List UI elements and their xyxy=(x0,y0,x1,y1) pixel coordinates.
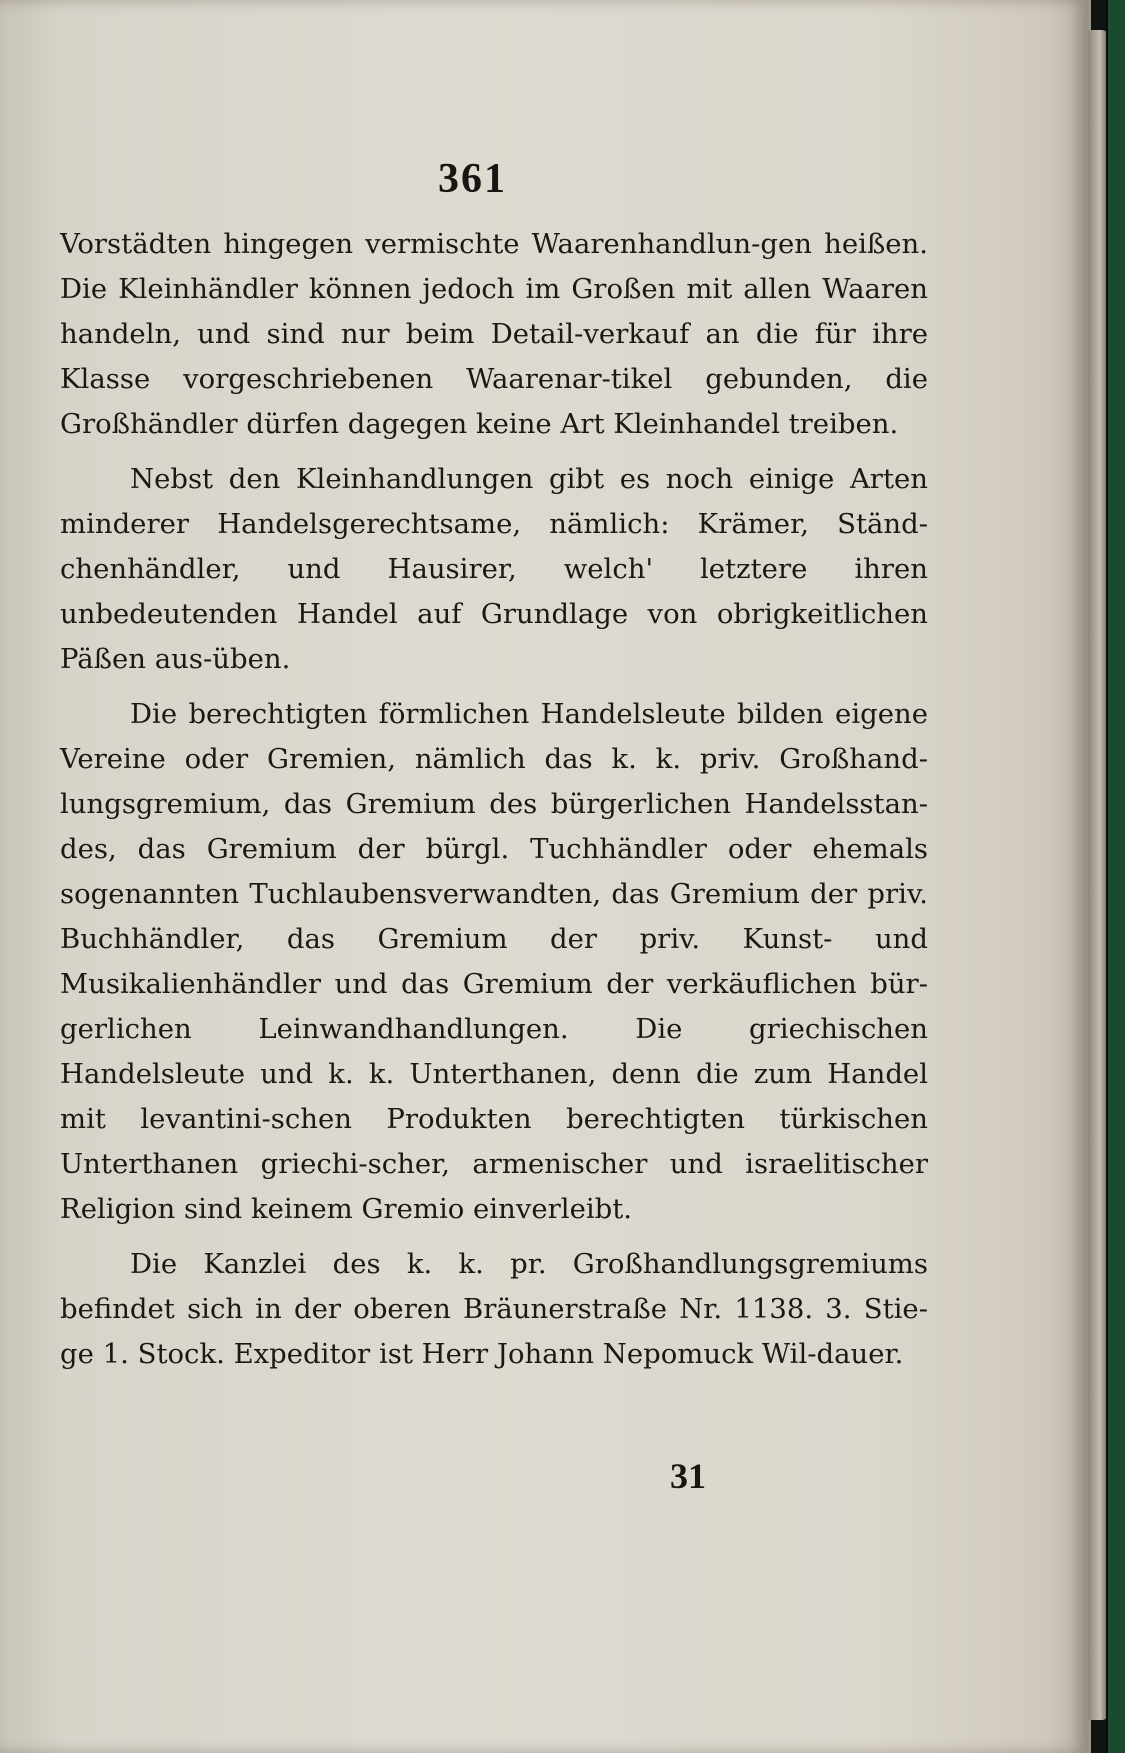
paragraph-3: Die berechtigten förmlichen Handelsleute bilden eigene Vereine oder Gremien, nämlich das k. k. priv. Großhand-lungsgremium, das Gremium des bürgerlichen Handelsstan-des, das Gremium der bürgl. Tuchhändler oder ehemals sogenannten Tuchlaubensverwandten, das Gremium der priv. Buchhändler, das Gremium der priv. Kunst- und Musikalienhändler und das Gremium der verkäuflichen bür-gerlichen Leinwandhandlungen. Die griechischen Handelsleute und k. k. Unterthanen, denn die zum Handel mit levantini-schen Produkten berechtigten türkischen Unterthanen griechi-scher, armenischer und israelitischer Religion sind keinem Gremio einverleibt. xyxy=(60,698,928,1225)
body-text xyxy=(60,222,928,1387)
paragraph-1: Vorstädten hingegen vermischte Waarenhandlun-gen heißen. Die Kleinhändler können jedoch im Großen mit allen Waaren handeln, und sind nur beim Detail-verkauf an die für ihre Klasse vorgeschriebenen Waarenar-tikel gebunden, die Großhändler dürfen dagegen keine Art Kleinhandel treiben. xyxy=(60,228,928,440)
page-edge xyxy=(1088,30,1108,1720)
page-number: 361 xyxy=(438,156,507,202)
scanner-edge-strip xyxy=(1106,0,1125,1753)
paragraph-2: Nebst den Kleinhandlungen gibt es noch einige Arten minderer Handelsgerechtsame, nämlich: Krämer, Ständ-chenhändler, und Hausirer, welch' letztere ihren unbedeutenden Handel auf Grundlage von obrigkeitlichen Päßen aus-üben. xyxy=(60,463,928,675)
paragraph-4: Die Kanzlei des k. k. pr. Großhandlungsgremiums befindet sich in der oberen Bräunerstraße Nr. 1138. 3. Stie-ge 1. Stock. Expeditor ist Herr Johann Nepomuck Wil-dauer. xyxy=(60,1248,928,1370)
signature-mark: 31 xyxy=(670,1456,706,1496)
